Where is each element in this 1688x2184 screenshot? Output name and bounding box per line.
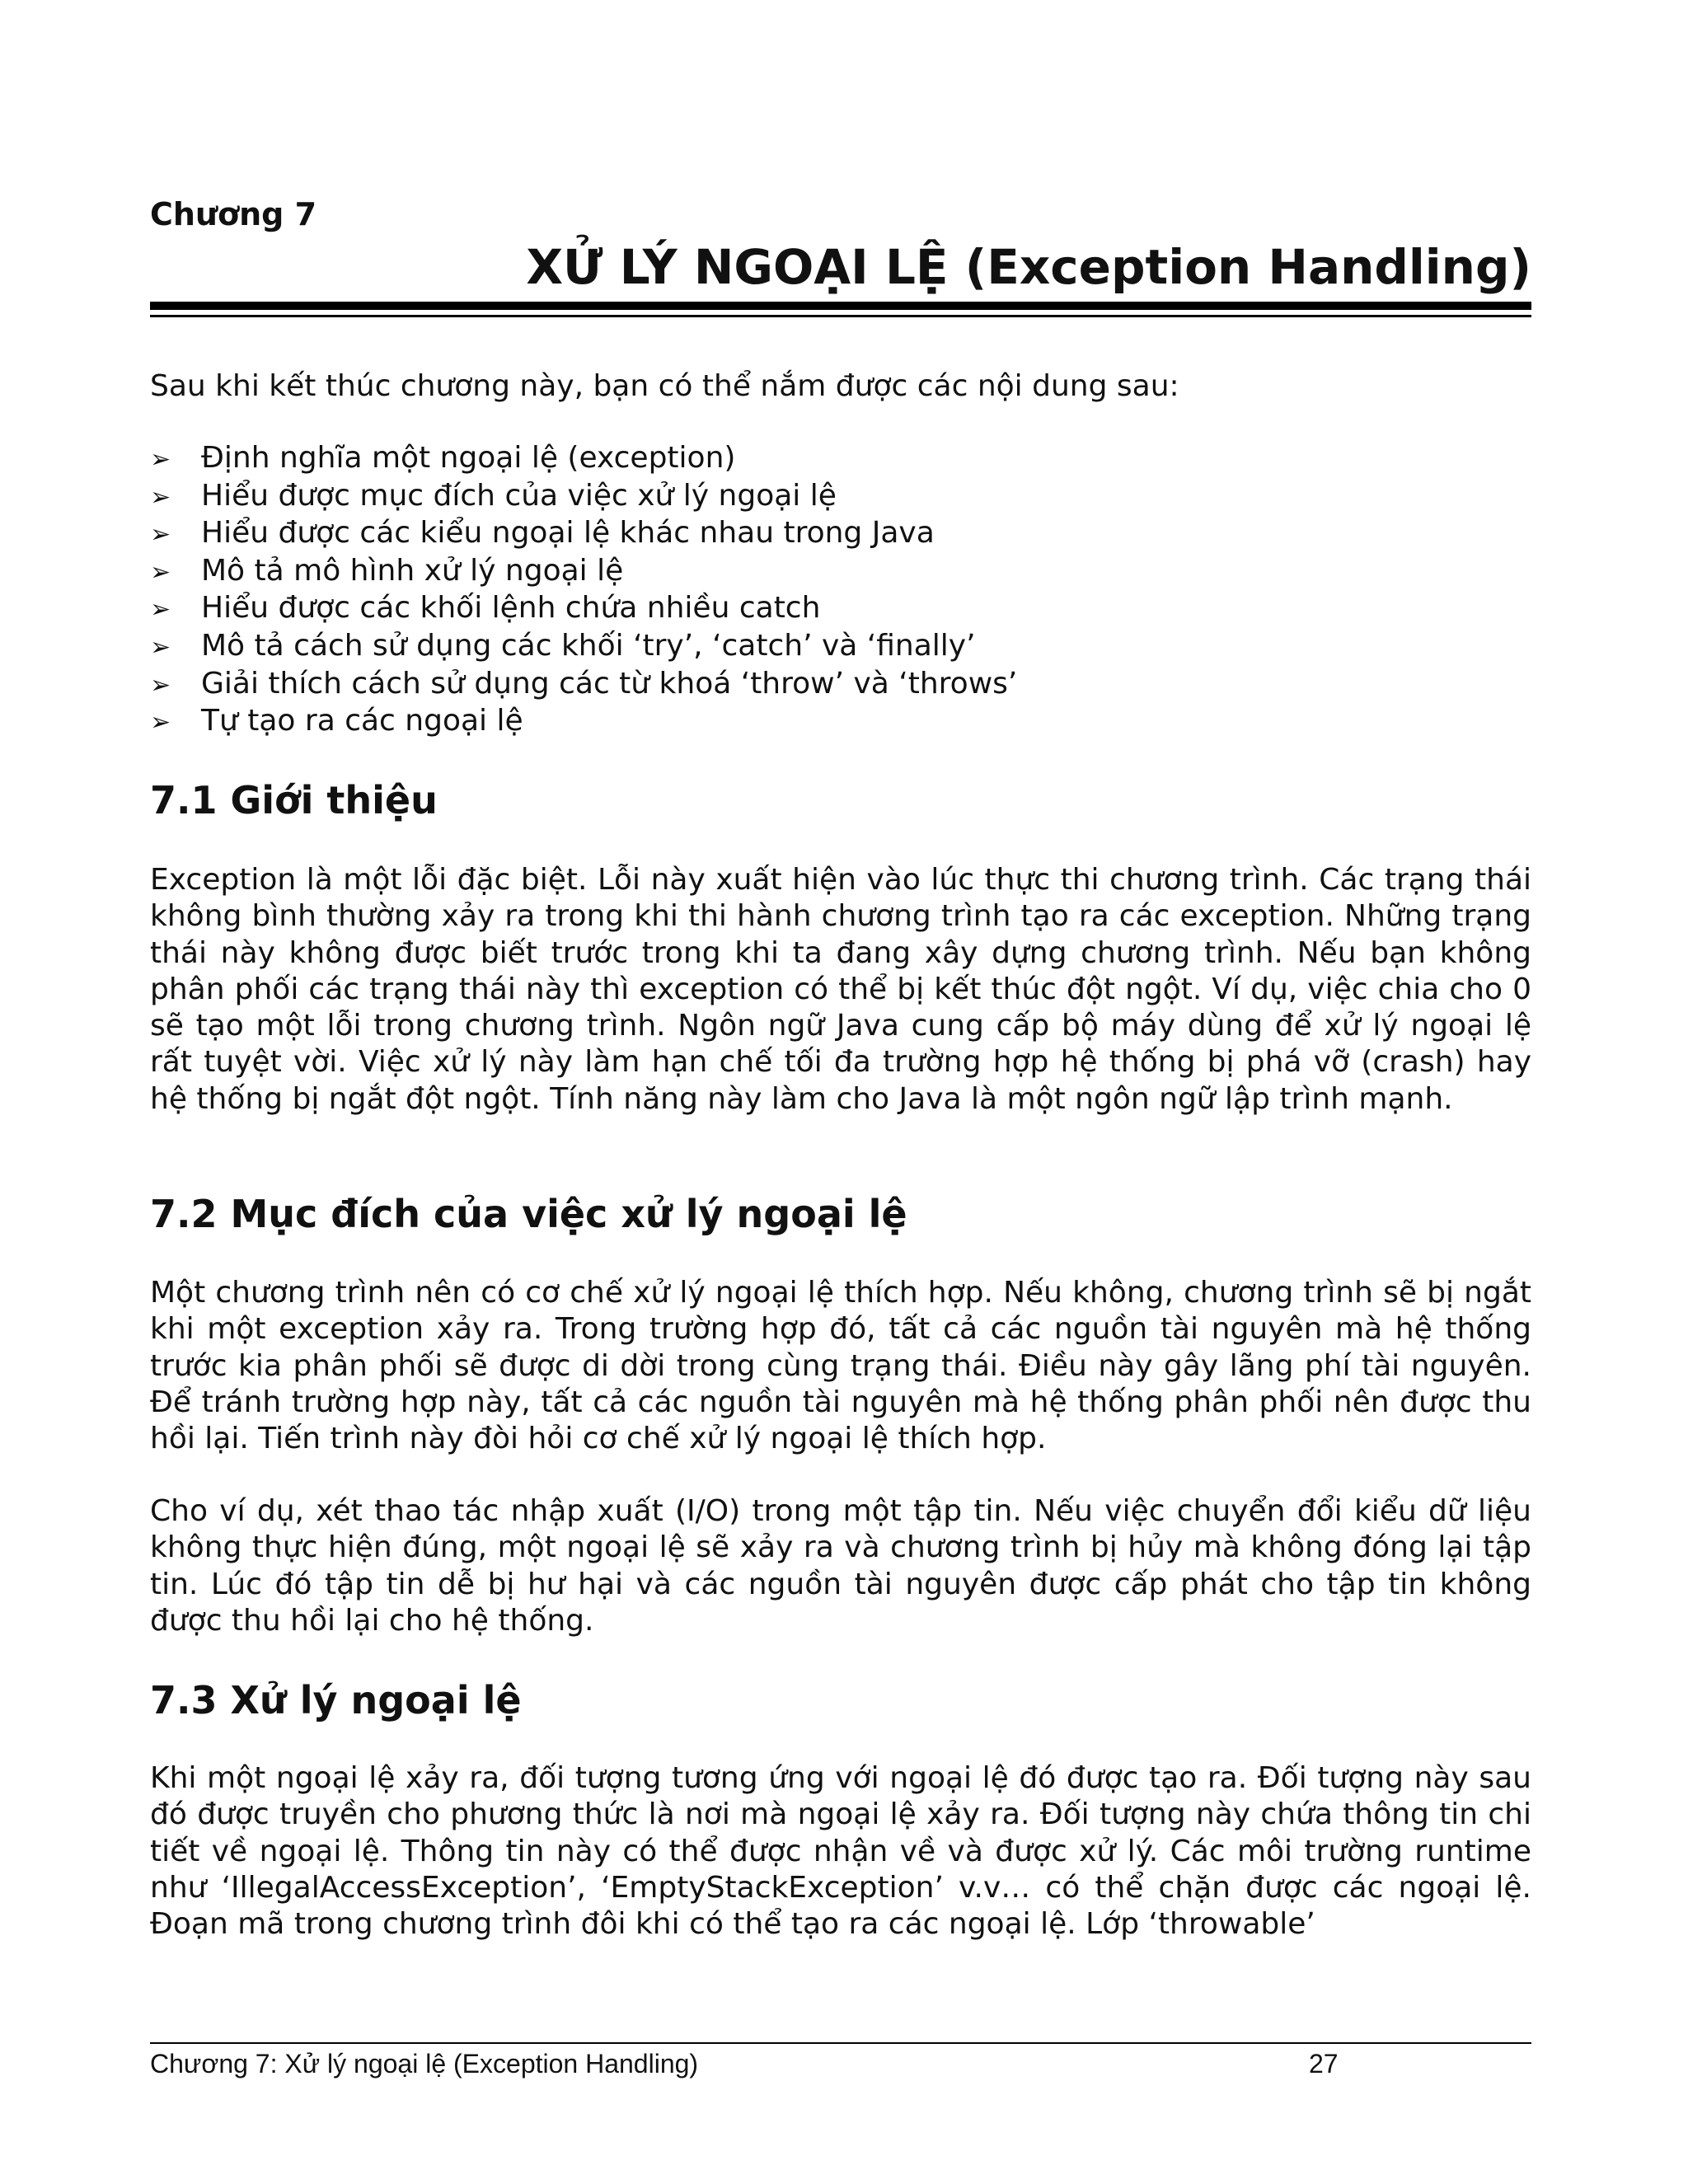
title-rule-thin [150,315,1531,317]
section-paragraph: Khi một ngoại lệ xảy ra, đối tượng tương ứng với ngoại lệ đó được tạo ra. Đối tượng này sau đó được truyền cho phương thức là nơi mà ngoại lệ xảy ra. Đối tượng này chứa thông tin chi tiết về ngoại lệ. Thông tin này có thể được nhận về và được xử lý. Các môi trường runtime như ‘IllegalAccessException’, ‘EmptyStackException’ v.v… có thể chặn được các ngoại lệ. Đoạn mã trong chương trình đôi khi có thể tạo ra các ngoại lệ. Lớp ‘throwable’ [150,1761,1531,1942]
footer-rule [150,2042,1531,2044]
list-item [150,477,1017,515]
objective-text: Mô tả mô hình xử lý ngoại lệ [201,553,624,588]
section-heading: 7.2 Mục đích của việc xử lý ngoại lệ [150,1192,907,1236]
section-heading: 7.3 Xử lý ngoại lệ [150,1678,522,1722]
intro-text: Sau khi kết thúc chương này, bạn có thể nắm được các nội dung sau: [150,369,1179,403]
section-paragraph: Cho ví dụ, xét thao tác nhập xuất (I/O) trong một tập tin. Nếu việc chuyển đổi kiểu dữ liệu không thực hiện đúng, một ngoại lệ sẽ xảy ra và chương trình bị hủy mà không đóng lại tập tin. Lúc đó tập tin dễ bị hư hại và các nguồn tài nguyên được cấp phát cho tập tin không được thu hồi lại cho hệ thống. [150,1494,1531,1638]
arrow-bullet-icon: ➢ [150,445,171,474]
list-item [150,627,1017,665]
arrow-bullet-icon: ➢ [150,557,171,587]
arrow-bullet-icon: ➢ [150,520,171,550]
objectives-list [150,439,1017,740]
page-number: 27 [1309,2049,1339,2079]
chapter-title: XỬ LÝ NGOẠI LỆ (Exception Handling) [526,239,1531,295]
list-item [150,514,1017,552]
objective-text: Mô tả cách sử dụng các khối ‘try’, ‘catch’ và ‘finally’ [201,628,976,663]
section-paragraph: Exception là một lỗi đặc biệt. Lỗi này xuất hiện vào lúc thực thi chương trình. Các trạng thái không bình thường xảy ra trong khi thi hành chương trình tạo ra các exception. Những trạng thái này không được biết trước trong khi ta đang xây dựng chương trình. Nếu bạn không phân phối các trạng thái này thì exception có thể bị kết thúc đột ngột. Ví dụ, việc chia cho 0 sẽ tạo một lỗi trong chương trình. Ngôn ngữ Java cung cấp bộ máy dùng để xử lý ngoại lệ rất tuyệt vời. Việc xử lý này làm hạn chế tối đa trường hợp hệ thống bị phá vỡ (crash) hay hệ thống bị ngắt đột ngột. Tính năng này làm cho Java là một ngôn ngữ lập trình mạnh. [150,863,1531,1116]
objective-text: Hiểu được mục đích của việc xử lý ngoại lệ [201,478,837,513]
list-item [150,552,1017,590]
arrow-bullet-icon: ➢ [150,482,171,512]
arrow-bullet-icon: ➢ [150,632,171,662]
arrow-bullet-icon: ➢ [150,670,171,700]
objective-text: Tự tạo ra các ngoại lệ [201,704,523,738]
chapter-label: Chương 7 [150,196,317,232]
objective-text: Định nghĩa một ngoại lệ (exception) [201,441,736,475]
objective-text: Hiểu được các khối lệnh chứa nhiều catch [201,591,821,626]
title-rule-thick [150,302,1531,310]
list-item [150,439,1017,477]
section-paragraph: Một chương trình nên có cơ chế xử lý ngoại lệ thích hợp. Nếu không, chương trình sẽ bị ngắt khi một exception xảy ra. Trong trường hợp đó, tất cả các nguồn tài nguyên mà hệ thống trước kia phân phối sẽ được di dời trong cùng trạng thái. Điều này gây lãng phí tài nguyên. Để tránh trường hợp này, tất cả các nguồn tài nguyên mà hệ thống phân phối nên được thu hồi lại. Tiến trình này đòi hỏi cơ chế xử lý ngoại lệ thích hợp. [150,1276,1531,1456]
objective-text: Hiểu được các kiểu ngoại lệ khác nhau trong Java [201,516,935,551]
list-item [150,665,1017,703]
list-item [150,702,1017,740]
arrow-bullet-icon: ➢ [150,708,171,738]
list-item [150,589,1017,627]
arrow-bullet-icon: ➢ [150,595,171,625]
section-heading: 7.1 Giới thiệu [150,778,438,823]
footer-chapter-title: Chương 7: Xử lý ngoại lệ (Exception Handling) [150,2049,699,2079]
objective-text: Giải thích cách sử dụng các từ khoá ‘throw’ và ‘throws’ [201,666,1018,701]
